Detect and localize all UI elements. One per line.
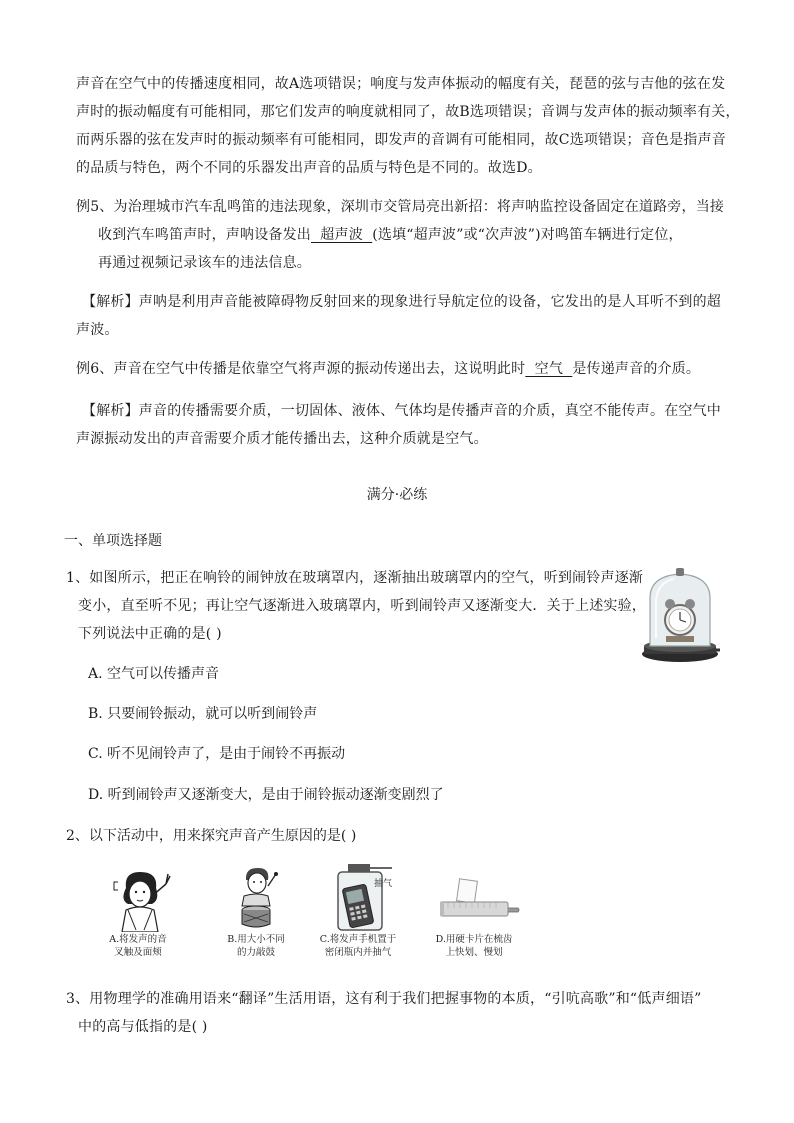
question-3 bbox=[66, 985, 736, 1041]
example-5-answer: 超声波 bbox=[311, 227, 373, 243]
caption-line: B.用大小不同 bbox=[227, 934, 285, 945]
example-5-text: 收到汽车鸣笛声时，声呐设备发出 bbox=[98, 227, 311, 243]
question-1 bbox=[66, 564, 646, 648]
question-3-line: 中的高与低指的是( ) bbox=[78, 1019, 208, 1035]
question-1-line: 变小，直至听不见；再让空气逐渐进入玻璃罩内，听到闹铃声又逐渐变大．关于上述实验， bbox=[78, 598, 646, 614]
caption-line: C.将发声手机置于 bbox=[319, 934, 397, 945]
part-title: 一、单项选择题 bbox=[64, 533, 162, 549]
caption-line: 叉触及面颊 bbox=[114, 947, 162, 958]
girl-tuning-fork-figure bbox=[108, 870, 172, 932]
bell-jar-alarm-clock-figure bbox=[640, 568, 720, 664]
example-5-line-2 bbox=[76, 221, 730, 249]
example-6-text: 例6、声音在空气中传播是依靠空气将声源的振动传递出去，这说明此时 bbox=[76, 361, 526, 377]
analysis-line: 声源振动发出的声音需要介质才能传播出去，这种介质就是空气。 bbox=[76, 431, 488, 447]
caption-line: D.用硬卡片在梳齿 bbox=[435, 934, 513, 945]
phone-in-jar-figure bbox=[330, 860, 410, 932]
caption-line: 密闭瓶内并抽气 bbox=[324, 947, 392, 958]
option-a: A. 空气可以传播声音 bbox=[88, 666, 220, 682]
question-1-line: 1、如图所示，把正在响铃的闹钟放在玻璃罩内，逐渐抽出玻璃罩内的空气，听到闹铃声逐渐 bbox=[66, 570, 644, 586]
example-5-analysis bbox=[76, 288, 730, 344]
card-comb-figure bbox=[440, 876, 520, 926]
caption-b bbox=[218, 933, 294, 959]
option-d: D. 听到闹铃声又逐渐变大，是由于闹铃振动逐渐变剧烈了 bbox=[88, 787, 444, 803]
caption-line: A.将发声的音 bbox=[109, 934, 167, 945]
intro-line: 的品质与特色，两个不同的乐器发出声音的品质与特色是不同的。故选D。 bbox=[76, 160, 542, 176]
intro-line: 而两乐器的弦在发声时的振动频率有可能相同，即发声的音调有可能相同，故C选项错误；音色是指声音 bbox=[76, 132, 726, 148]
section-title: 满分·必练 bbox=[366, 487, 428, 503]
example-5-line-1: 例5、为治理城市汽车乱鸣笛的违法现象，深圳市交管局亮出新招：将声呐监控设备固定在道路旁，当接 bbox=[76, 199, 725, 215]
example-6-answer: 空气 bbox=[525, 361, 573, 377]
caption-c bbox=[306, 933, 410, 959]
question-3-line: 3、用物理学的准确用语来“翻译”生活用语，这有利于我们把握事物的本质，“引吭高歌”和“低声细语” bbox=[66, 991, 702, 1007]
pump-label: 抽气 bbox=[374, 879, 393, 889]
boy-drum-figure bbox=[232, 866, 280, 932]
example-6-text: 是传递声音的介质。 bbox=[572, 361, 701, 377]
example-6-analysis bbox=[76, 397, 730, 453]
intro-line: 声音在空气中的传播速度相同，故A选项错误；响度与发声体振动的幅度有关，琵琶的弦与吉他的弦在发 bbox=[76, 76, 726, 92]
intro-paragraph bbox=[76, 70, 740, 182]
analysis-line: 声波。 bbox=[76, 322, 119, 338]
option-c: C. 听不见闹铃声了，是由于闹铃不再振动 bbox=[88, 746, 346, 762]
caption-line: 上快划、慢划 bbox=[445, 947, 503, 958]
example-5 bbox=[76, 193, 730, 277]
example-5-text: (选填“超声波”或“次声波”)对鸣笛车辆进行定位， bbox=[372, 227, 683, 243]
analysis-line: 【解析】声呐是利用声音能被障碍物反射回来的现象进行导航定位的设备，它发出的是人耳听不到的超 bbox=[82, 294, 721, 310]
question-2: 2、以下活动中，用来探究声音产生原因的是( ) bbox=[66, 828, 357, 844]
caption-d bbox=[424, 933, 524, 959]
caption-line: 的力敲鼓 bbox=[236, 947, 275, 958]
intro-line: 声时的振动幅度有可能相同，那它们发声的响度就相同了，故B选项错误；音调与发声体的振动频率有关， bbox=[76, 104, 740, 120]
option-b: B. 只要闹铃振动，就可以听到闹铃声 bbox=[88, 706, 318, 722]
example-6-line bbox=[76, 355, 730, 383]
analysis-line: 【解析】声音的传播需要介质，一切固体、液体、气体均是传播声音的介质，真空不能传声。在空气中 bbox=[82, 403, 721, 419]
caption-a bbox=[98, 933, 178, 959]
example-5-line-3: 再通过视频记录该车的违法信息。 bbox=[98, 255, 311, 271]
question-1-line: 下列说法中正确的是( ) bbox=[78, 626, 222, 642]
example-6 bbox=[76, 355, 730, 383]
